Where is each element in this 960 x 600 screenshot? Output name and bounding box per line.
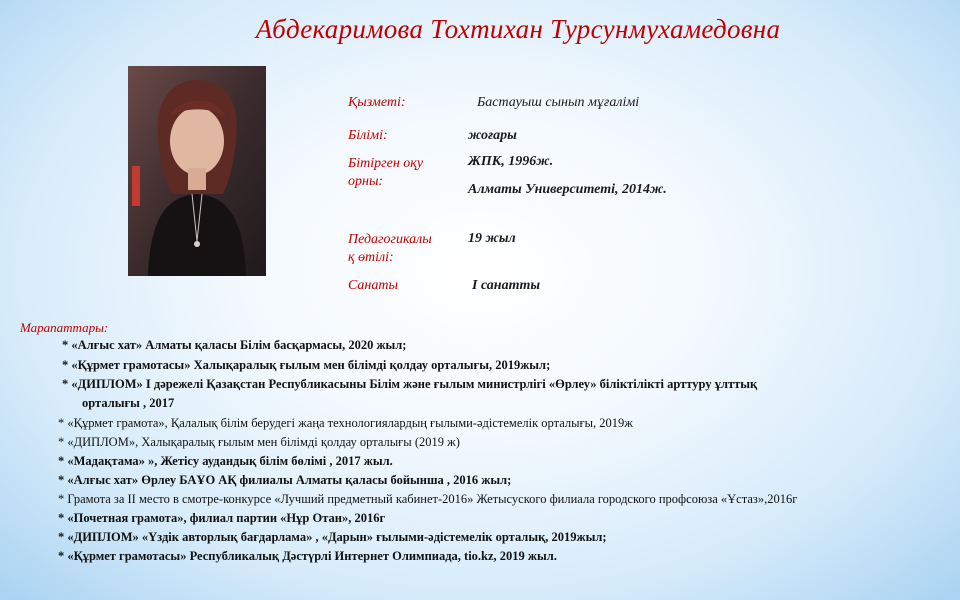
awards-title: Марапаттары:: [20, 320, 109, 335]
graduated-label-line-2: орны:: [348, 174, 384, 189]
award-item: * Грамота за II место в смотре-конкурсе «Лучший предметный кабинет-2016» Жетысуского филиала городского профсоюза «Ұстаз»,2016г: [58, 492, 798, 506]
award-item: * «Алғыс хат» Алматы қаласы Білім басқармасы, 2020 жыл;: [62, 338, 407, 352]
graduated-value-2: Алматы Университеті, 2014ж.: [468, 182, 667, 197]
graduated-value-1: ЖПК, 1996ж.: [468, 154, 554, 169]
position-label: Қызметі:: [348, 95, 406, 110]
position-value: Бастауыш сынып мұғалімі: [477, 95, 640, 110]
experience-label-line-2: қ өтілі:: [348, 250, 394, 265]
graduated-label-line-1: Бітірген оқу: [348, 156, 424, 171]
experience-label-line-1: Педагогикалы: [348, 232, 432, 247]
award-item: * «ДИПЛОМ» «Үздік авторлық бағдарлама» , «Дарын» ғылыми-әдістемелік орталық, 2019жыл;: [58, 530, 607, 544]
category-label: Санаты: [348, 278, 398, 293]
award-item: * «ДИПЛОМ», Халықаралық ғылым мен білімді қолдау орталығы (2019 ж): [58, 435, 460, 449]
award-item-continuation: орталығы , 2017: [82, 396, 175, 410]
award-item: * «Почетная грамота», филиал партии «Нұр Отан», 2016г: [58, 511, 386, 525]
education-value: жоғары: [468, 128, 517, 143]
award-item: * «Алғыс хат» Өрлеу БАҰО АҚ филиалы Алматы қаласы бойынша , 2016 жыл;: [58, 473, 512, 487]
award-item: * «Мадақтама» », Жетісу аудандық білім бөлімі , 2017 жыл.: [58, 454, 393, 468]
award-item: * «Құрмет грамотасы» Халықаралық ғылым мен білімді қолдау орталығы, 2019жыл;: [62, 358, 551, 372]
category-value: І санатты: [472, 278, 541, 293]
portrait-photo: [128, 66, 266, 276]
award-item: * «Құрмет грамота», Қалалық білім берудегі жаңа технологиялардың ғылыми-әдістемелік орталығы, 2019ж: [58, 416, 633, 430]
education-label: Білімі:: [348, 128, 388, 143]
experience-value: 19 жыл: [468, 231, 516, 246]
award-item: * «ДИПЛОМ» І дәрежелі Қазақстан Республикасыны Білім және ғылым министрлігі «Өрлеу» біліктілікті арттуру ұлттық: [62, 377, 758, 391]
award-item: * «Құрмет грамотасы» Республикалық Дәстүрлі Интернет Олимпиада, tio.kz, 2019 жыл.: [58, 549, 557, 563]
page-title: Абдекаримова Тохтихан Турсунмухамедовна: [255, 14, 781, 44]
